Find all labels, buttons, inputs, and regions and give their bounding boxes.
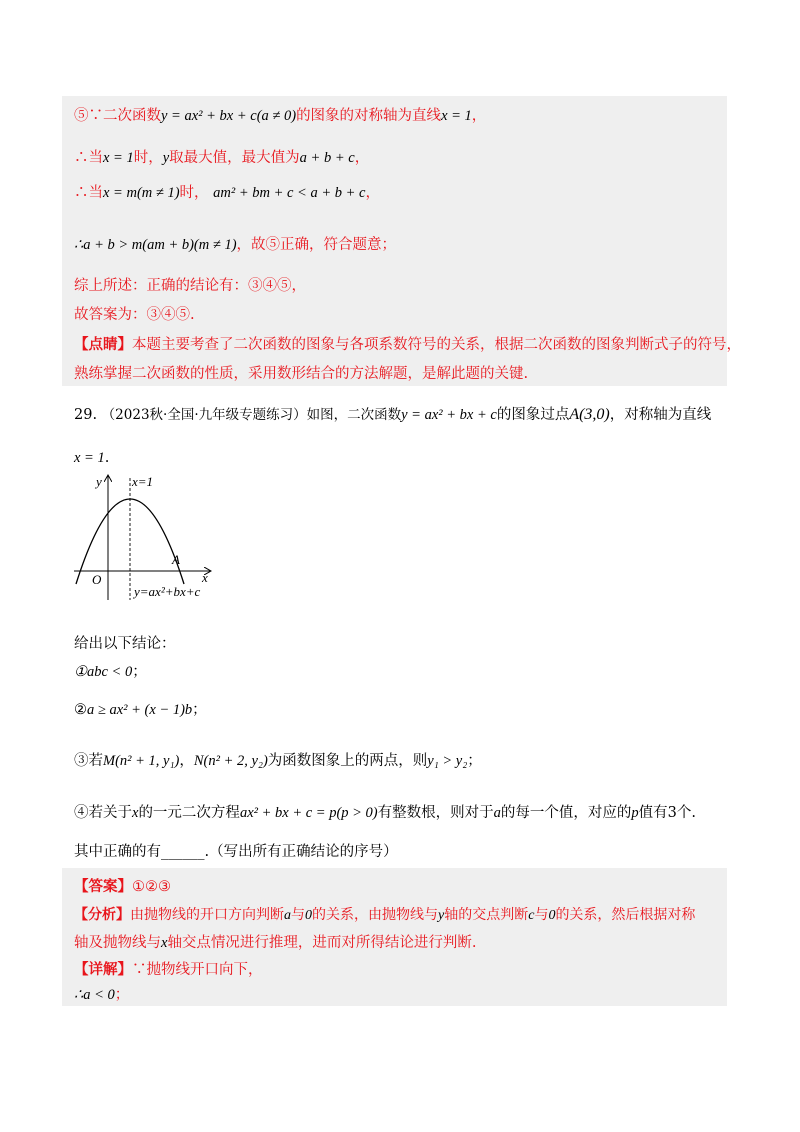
problem-29-line-2: x = 1. [74,450,110,466]
x-axis-label: x [202,570,208,585]
conclusion-1: ①abc < 0； [74,664,147,680]
detail-line-1: 【详解】∵抛物线开口向下， [74,961,263,978]
problem-29-line-1: 29. （2023秋·全国·九年级专题练习）如图，二次函数y = ax² + bx + c的图象过点A(3,0)，对称轴为直线 [74,406,712,423]
parabola-figure [70,470,230,606]
solution-line-2: ∴当x = 1时，y取最大值，最大值为a + b + c， [74,150,370,166]
question-prompt: 其中正确的有______.（写出所有正确结论的序号） [74,844,398,860]
symmetry-axis-label: x=1 [132,474,154,489]
analysis-line-2: 轴及抛物线与x轴交点情况进行推理，进而对所得结论进行判断. [74,935,477,951]
function-label: y=ax²+bx+c [134,584,201,599]
detail-line-2: ∴a < 0； [74,987,130,1003]
solution-line-1: ⑤∵二次函数y = ax² + bx + c(a ≠ 0)的图象的对称轴为直线x = 1， [74,108,487,124]
given-conclusions: 给出以下结论： [74,636,176,652]
solution-line-4: ∴a + b > m(am + b)(m ≠ 1)，故⑤正确，符合题意； [74,237,397,253]
solution-line-6: 故答案为：③④⑤. [74,307,195,323]
solution-line-5: 综上所述：正确的结论有：③④⑤， [74,278,306,294]
point-a-label: A [172,552,180,567]
solution-line-8: 熟练掌握二次函数的性质，采用数形结合的方法解题，是解此题的关键. [74,366,529,382]
conclusion-3: ③若M(n² + 1, y₁)，N(n² + 2, y₂)为函数图象上的两点，则y₁ > y₂； [74,753,482,769]
solution-line-3: ∴当x = m(m ≠ 1)时， am² + bm + c < a + b + c， [74,185,380,201]
solution-line-7: 【点睛】本题主要考查了二次函数的图象与各项系数符号的关系，根据二次函数的图象判断式子的符号， [74,336,741,353]
conclusion-4: ④若关于x的一元二次方程ax² + bx + c = p(p > 0)有整数根，则对于a的每一个值，对应的p值有3个. [74,805,696,821]
origin-label: O [92,572,102,587]
answer-line: 【答案】①②③ [74,878,171,895]
y-axis-label: y [96,474,102,489]
analysis-line-1: 【分析】由抛物线的开口方向判断a与0的关系，由抛物线与y轴的交点判断c与0的关系，然后根据对称 [74,907,696,923]
conclusion-2: ②a ≥ ax² + (x − 1)b； [74,702,207,718]
